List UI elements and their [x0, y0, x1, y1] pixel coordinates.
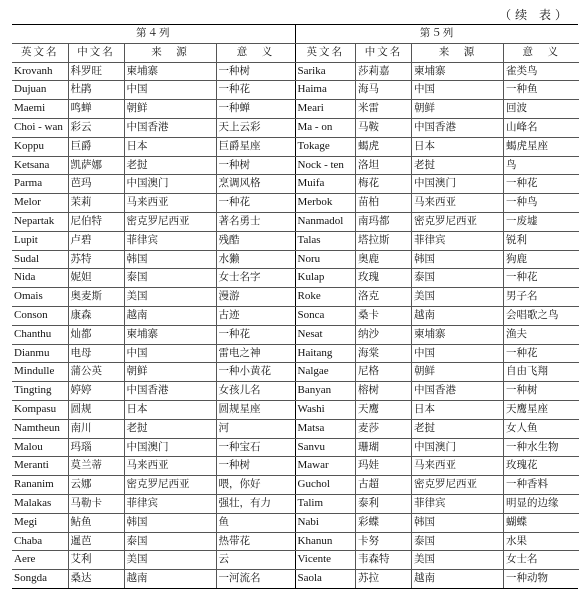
- english-name-cell: Omais: [12, 288, 68, 307]
- source-cell: 密克罗尼西亚: [412, 212, 504, 231]
- table-row: [12, 118, 295, 137]
- meaning-cell: 山峰名: [504, 118, 579, 137]
- source-cell: 马来西亚: [124, 457, 216, 476]
- english-name-cell: Mindulle: [12, 363, 68, 382]
- source-cell: 越南: [124, 306, 216, 325]
- table-column-4: [12, 25, 296, 588]
- english-name-cell: Khanun: [296, 532, 356, 551]
- table-row: [296, 175, 579, 194]
- source-cell: 韩国: [412, 250, 504, 269]
- source-cell: 日本: [412, 137, 504, 156]
- source-cell: 朝鲜: [412, 363, 504, 382]
- table-row: [12, 175, 295, 194]
- meaning-cell: 圆规星座: [216, 400, 295, 419]
- table-row: [12, 494, 295, 513]
- english-name-cell: Sonca: [296, 306, 356, 325]
- source-cell: 韩国: [124, 250, 216, 269]
- meaning-cell: 热带花: [216, 532, 295, 551]
- table-row: [296, 438, 579, 457]
- chinese-name-cell: 海棠: [356, 344, 412, 363]
- meaning-cell: 狗鹿: [504, 250, 579, 269]
- table-row: [12, 457, 295, 476]
- table-row: [12, 419, 295, 438]
- table-row: [296, 551, 579, 570]
- table-row: [12, 476, 295, 495]
- source-cell: 泰国: [124, 532, 216, 551]
- source-cell: 日本: [124, 137, 216, 156]
- english-name-cell: Tingting: [12, 382, 68, 401]
- english-name-cell: Banyan: [296, 382, 356, 401]
- source-cell: 马来西亚: [412, 194, 504, 213]
- english-name-cell: Tokage: [296, 137, 356, 156]
- chinese-name-cell: 卢碧: [68, 231, 124, 250]
- table-row: [12, 532, 295, 551]
- english-name-cell: Conson: [12, 306, 68, 325]
- table-row: [296, 532, 579, 551]
- meaning-cell: 蝴蝶: [504, 513, 579, 532]
- meaning-cell: 一种花: [504, 175, 579, 194]
- meaning-cell: 天鹰星座: [504, 400, 579, 419]
- meaning-cell: 一种蝉: [216, 100, 295, 119]
- chinese-name-cell: 蒲公英: [68, 363, 124, 382]
- chinese-name-cell: 玛娃: [356, 457, 412, 476]
- table-row: [12, 100, 295, 119]
- col-header-english: 英文名: [12, 43, 68, 62]
- meaning-cell: 会唱歌之鸟: [504, 306, 579, 325]
- english-name-cell: Mawar: [296, 457, 356, 476]
- chinese-name-cell: 科罗旺: [68, 62, 124, 81]
- source-cell: 马来西亚: [124, 194, 216, 213]
- source-cell: 中国: [412, 81, 504, 100]
- table-row: [12, 194, 295, 213]
- english-name-cell: Meari: [296, 100, 356, 119]
- chinese-name-cell: 莎莉嘉: [356, 62, 412, 81]
- meaning-cell: 一种水生物: [504, 438, 579, 457]
- english-name-cell: Ketsana: [12, 156, 68, 175]
- english-name-cell: Saola: [296, 570, 356, 588]
- source-cell: 老挝: [124, 156, 216, 175]
- english-name-cell: Nepartak: [12, 212, 68, 231]
- english-name-cell: Maemi: [12, 100, 68, 119]
- table-row: [296, 306, 579, 325]
- chinese-name-cell: 鸣蝉: [68, 100, 124, 119]
- table-row: [296, 513, 579, 532]
- meaning-cell: 女孩儿名: [216, 382, 295, 401]
- english-name-cell: Chaba: [12, 532, 68, 551]
- meaning-cell: 玫瑰花: [504, 457, 579, 476]
- english-name-cell: Sarika: [296, 62, 356, 81]
- meaning-cell: 一种香料: [504, 476, 579, 495]
- meaning-cell: 巨爵星座: [216, 137, 295, 156]
- source-cell: 菲律宾: [412, 494, 504, 513]
- typhoon-names-tables: [12, 24, 578, 589]
- source-cell: 朝鲜: [412, 100, 504, 119]
- chinese-name-cell: 韦森特: [356, 551, 412, 570]
- chinese-name-cell: 榕树: [356, 382, 412, 401]
- group-header: 第５列: [296, 25, 579, 43]
- continued-label: （续 表）: [499, 8, 571, 22]
- source-cell: 中国澳门: [412, 438, 504, 457]
- english-name-cell: Chanthu: [12, 325, 68, 344]
- source-cell: 密克罗尼西亚: [124, 212, 216, 231]
- english-name-cell: Talas: [296, 231, 356, 250]
- english-name-cell: Choi - wan: [12, 118, 68, 137]
- source-cell: 美国: [124, 288, 216, 307]
- source-cell: 中国: [124, 81, 216, 100]
- english-name-cell: Parma: [12, 175, 68, 194]
- chinese-name-cell: 苏拉: [356, 570, 412, 588]
- meaning-cell: 一种花: [216, 81, 295, 100]
- meaning-cell: 一种树: [216, 457, 295, 476]
- source-cell: 美国: [412, 288, 504, 307]
- source-cell: 中国香港: [124, 382, 216, 401]
- meaning-cell: 蝎虎星座: [504, 137, 579, 156]
- table-row: [296, 212, 579, 231]
- source-cell: 泰国: [412, 269, 504, 288]
- chinese-name-cell: 海马: [356, 81, 412, 100]
- meaning-cell: 古迹: [216, 306, 295, 325]
- chinese-name-cell: 鲇鱼: [68, 513, 124, 532]
- chinese-name-cell: 电母: [68, 344, 124, 363]
- meaning-cell: 一河流名: [218, 572, 261, 585]
- chinese-name-cell: 南玛都: [356, 212, 412, 231]
- english-name-cell: Krovanh: [12, 62, 68, 81]
- table-row: [12, 382, 295, 401]
- table-row: [12, 81, 295, 100]
- chinese-name-cell: 康森: [68, 306, 124, 325]
- source-cell: 韩国: [124, 513, 216, 532]
- meaning-cell: 喂，你好: [216, 476, 295, 495]
- table-row: [296, 81, 579, 100]
- english-name-cell: Washi: [296, 400, 356, 419]
- chinese-name-cell: 婷婷: [68, 382, 124, 401]
- source-cell: 老挝: [412, 419, 504, 438]
- table-row: [296, 325, 579, 344]
- english-name-cell: Melor: [12, 194, 68, 213]
- meaning-cell: 一种宝石: [216, 438, 295, 457]
- chinese-name-cell: 洛坦: [356, 156, 412, 175]
- chinese-name-cell: 珊瑚: [356, 438, 412, 457]
- table-row: [296, 194, 579, 213]
- table-row: [296, 137, 579, 156]
- english-name-cell: Megi: [12, 513, 68, 532]
- table-row: [12, 250, 295, 269]
- table-row: [12, 513, 295, 532]
- source-cell: 菲律宾: [124, 494, 216, 513]
- english-name-cell: Talim: [296, 494, 356, 513]
- table-row: [296, 382, 579, 401]
- meaning-cell: 回波: [504, 100, 579, 119]
- english-name-cell: Malakas: [12, 494, 68, 513]
- meaning-cell: 一种花: [504, 344, 579, 363]
- source-cell: 柬埔寨: [124, 62, 216, 81]
- source-cell: 日本: [412, 400, 504, 419]
- table-row: [296, 400, 579, 419]
- chinese-name-cell: 梅花: [356, 175, 412, 194]
- english-name-cell: Nida: [12, 269, 68, 288]
- meaning-cell: 河: [216, 419, 295, 438]
- table-row: [296, 156, 579, 175]
- english-name-cell: Lupit: [12, 231, 68, 250]
- source-cell: 朝鲜: [124, 363, 216, 382]
- col-header-english: 英文名: [296, 43, 356, 62]
- table-row: [12, 570, 295, 588]
- chinese-name-cell: 蝎虎: [356, 137, 412, 156]
- source-cell: 中国澳门: [124, 175, 216, 194]
- table-row: [12, 269, 295, 288]
- table-row: [12, 288, 295, 307]
- english-name-cell: Nanmadol: [296, 212, 356, 231]
- meaning-cell: 雷电之神: [216, 344, 295, 363]
- table-row: [296, 250, 579, 269]
- meaning-cell: 一种花: [504, 269, 579, 288]
- chinese-name-cell: 玛瑙: [68, 438, 124, 457]
- chinese-name-cell: 莫兰蒂: [68, 457, 124, 476]
- meaning-cell: 雀类鸟: [504, 62, 579, 81]
- chinese-name-cell: 尼伯特: [68, 212, 124, 231]
- source-cell: 越南: [412, 570, 504, 588]
- table-row: [12, 344, 295, 363]
- table-row: [12, 137, 295, 156]
- meaning-cell: 一种鱼: [504, 81, 579, 100]
- source-cell: 中国香港: [124, 118, 216, 137]
- english-name-cell: Kulap: [296, 269, 356, 288]
- table-row: [12, 325, 295, 344]
- chinese-name-cell: 奥麦斯: [68, 288, 124, 307]
- english-name-cell: Kompasu: [12, 400, 68, 419]
- table-row: [296, 118, 579, 137]
- english-name-cell: Roke: [296, 288, 356, 307]
- meaning-cell: 水獭: [216, 250, 295, 269]
- col-header-chinese: 中文名: [356, 43, 412, 62]
- english-name-cell: Namtheun: [12, 419, 68, 438]
- english-name-cell: Sanvu: [296, 438, 356, 457]
- chinese-name-cell: 暹芭: [68, 532, 124, 551]
- table-row: [296, 570, 579, 588]
- source-cell: 泰国: [124, 269, 216, 288]
- english-name-cell: Muifa: [296, 175, 356, 194]
- chinese-name-cell: 塔拉斯: [356, 231, 412, 250]
- meaning-cell: 男子名: [504, 288, 579, 307]
- table-row: [296, 100, 579, 119]
- meaning-cell: 水果: [504, 532, 579, 551]
- meaning-cell: 漫游: [216, 288, 295, 307]
- chinese-name-cell: 芭玛: [68, 175, 124, 194]
- source-cell: 中国: [124, 344, 216, 363]
- source-cell: 韩国: [412, 513, 504, 532]
- english-name-cell: Nabi: [296, 513, 356, 532]
- source-cell: 密克罗尼西亚: [124, 476, 216, 495]
- source-cell: 老挝: [412, 156, 504, 175]
- source-cell: 中国香港: [412, 118, 504, 137]
- english-name-cell: Merbok: [296, 194, 356, 213]
- english-name-cell: Haitang: [296, 344, 356, 363]
- chinese-name-cell: 奥鹿: [356, 250, 412, 269]
- table-row: [12, 551, 295, 570]
- chinese-name-cell: 卡努: [356, 532, 412, 551]
- english-name-cell: Meranti: [12, 457, 68, 476]
- english-name-cell: Sudal: [12, 250, 68, 269]
- english-name-cell: Guchol: [296, 476, 356, 495]
- source-cell: 美国: [412, 551, 504, 570]
- chinese-name-cell: 桑卡: [356, 306, 412, 325]
- english-name-cell: Malou: [12, 438, 68, 457]
- source-cell: 日本: [124, 400, 216, 419]
- english-name-cell: Nock - ten: [296, 156, 356, 175]
- source-cell: 泰国: [412, 532, 504, 551]
- chinese-name-cell: 灿都: [68, 325, 124, 344]
- source-cell: 中国澳门: [124, 438, 216, 457]
- chinese-name-cell: 玫瑰: [356, 269, 412, 288]
- table-row: [12, 231, 295, 250]
- source-cell: 朝鲜: [124, 100, 216, 119]
- table-row: [12, 400, 295, 419]
- meaning-cell: 一种动物: [506, 572, 548, 585]
- meaning-cell: 一废墟: [504, 212, 579, 231]
- meaning-cell: 一种树: [216, 156, 295, 175]
- chinese-name-cell: 麦莎: [356, 419, 412, 438]
- english-name-cell: Vicente: [296, 551, 356, 570]
- col-header-source: 来 源: [124, 43, 216, 62]
- chinese-name-cell: 彩云: [68, 118, 124, 137]
- col-header-source: 来 源: [412, 43, 504, 62]
- english-name-cell: Ma - on: [296, 118, 356, 137]
- english-name-cell: Songda: [12, 570, 68, 588]
- source-cell: 美国: [124, 551, 216, 570]
- source-cell: 柬埔寨: [124, 325, 216, 344]
- meaning-cell: 一种花: [216, 325, 295, 344]
- source-cell: 越南: [412, 306, 504, 325]
- english-name-cell: Nesat: [296, 325, 356, 344]
- meaning-cell: 著名勇士: [216, 212, 295, 231]
- english-name-cell: Aere: [12, 551, 68, 570]
- english-name-cell: Dujuan: [12, 81, 68, 100]
- source-cell: 老挝: [124, 419, 216, 438]
- source-cell: 中国: [412, 344, 504, 363]
- chinese-name-cell: 凯萨娜: [68, 156, 124, 175]
- table-row: [12, 212, 295, 231]
- table-column-5: [296, 25, 579, 588]
- meaning-cell: 一种鸟: [504, 194, 579, 213]
- source-cell: 越南: [124, 570, 216, 588]
- table-row: [296, 457, 579, 476]
- meaning-cell: 自由飞翔: [504, 363, 579, 382]
- meaning-cell: 天上云彩: [216, 118, 295, 137]
- meaning-cell: 一种小黄花: [216, 363, 295, 382]
- english-name-cell: Rananim: [12, 476, 68, 495]
- table-row: [12, 62, 295, 81]
- table-row: [12, 156, 295, 175]
- meaning-cell: 锐利: [504, 231, 579, 250]
- chinese-name-cell: 桑达: [68, 570, 124, 588]
- meaning-cell: 女人鱼: [504, 419, 579, 438]
- table-row: [12, 363, 295, 382]
- col-header-meaning: 意 义: [216, 43, 295, 62]
- chinese-name-cell: 古超: [356, 476, 412, 495]
- chinese-name-cell: 泰利: [356, 494, 412, 513]
- source-cell: 中国香港: [412, 382, 504, 401]
- chinese-name-cell: 杜鹃: [68, 81, 124, 100]
- chinese-name-cell: 洛克: [356, 288, 412, 307]
- source-cell: 马来西亚: [412, 457, 504, 476]
- table-row: [296, 344, 579, 363]
- chinese-name-cell: 妮妲: [68, 269, 124, 288]
- source-cell: 菲律宾: [124, 231, 216, 250]
- table-row: [296, 419, 579, 438]
- chinese-name-cell: 马勒卡: [68, 494, 124, 513]
- source-cell: 菲律宾: [412, 231, 504, 250]
- col-header-meaning: 意 义: [504, 43, 579, 62]
- table-row: [296, 476, 579, 495]
- meaning-cell: 一种花: [216, 194, 295, 213]
- table-row: [12, 306, 295, 325]
- english-name-cell: Noru: [296, 250, 356, 269]
- meaning-cell: 鱼: [216, 513, 295, 532]
- chinese-name-cell: 圆规: [68, 400, 124, 419]
- english-name-cell: Matsa: [296, 419, 356, 438]
- meaning-cell: 渔夫: [504, 325, 579, 344]
- source-cell: 中国澳门: [412, 175, 504, 194]
- chinese-name-cell: 纳沙: [356, 325, 412, 344]
- english-name-cell: Haima: [296, 81, 356, 100]
- meaning-cell: 云: [216, 551, 295, 570]
- source-cell: 柬埔寨: [412, 62, 504, 81]
- chinese-name-cell: 云娜: [68, 476, 124, 495]
- meaning-cell: 明显的边缘: [504, 494, 579, 513]
- meaning-cell: 鸟: [504, 156, 579, 175]
- table-row: [296, 231, 579, 250]
- table-row: [12, 438, 295, 457]
- table-row: [296, 363, 579, 382]
- chinese-name-cell: 巨爵: [68, 137, 124, 156]
- table-row: [296, 494, 579, 513]
- group-header: 第４列: [12, 25, 295, 43]
- meaning-cell: 强壮，有力: [216, 494, 295, 513]
- source-cell: 柬埔寨: [412, 325, 504, 344]
- chinese-name-cell: 马鞍: [356, 118, 412, 137]
- chinese-name-cell: 米雷: [356, 100, 412, 119]
- col-header-chinese: 中文名: [68, 43, 124, 62]
- meaning-cell: 烹调风格: [216, 175, 295, 194]
- source-cell: 密克罗尼西亚: [412, 476, 504, 495]
- chinese-name-cell: 天鹰: [356, 400, 412, 419]
- table-row: [296, 288, 579, 307]
- meaning-cell: 女士名: [504, 551, 579, 570]
- table-row: [296, 62, 579, 81]
- chinese-name-cell: 苏特: [68, 250, 124, 269]
- chinese-name-cell: 尼格: [356, 363, 412, 382]
- meaning-cell: 女士名字: [216, 269, 295, 288]
- meaning-cell: 一种树: [504, 382, 579, 401]
- meaning-cell: 残酷: [216, 231, 295, 250]
- meaning-cell: 一种树: [216, 62, 295, 81]
- chinese-name-cell: 南川: [68, 419, 124, 438]
- english-name-cell: Dianmu: [12, 344, 68, 363]
- chinese-name-cell: 苗柏: [356, 194, 412, 213]
- table-row: [296, 269, 579, 288]
- chinese-name-cell: 艾利: [68, 551, 124, 570]
- english-name-cell: Nalgae: [296, 363, 356, 382]
- chinese-name-cell: 茉莉: [68, 194, 124, 213]
- english-name-cell: Koppu: [12, 137, 68, 156]
- chinese-name-cell: 彩蝶: [356, 513, 412, 532]
